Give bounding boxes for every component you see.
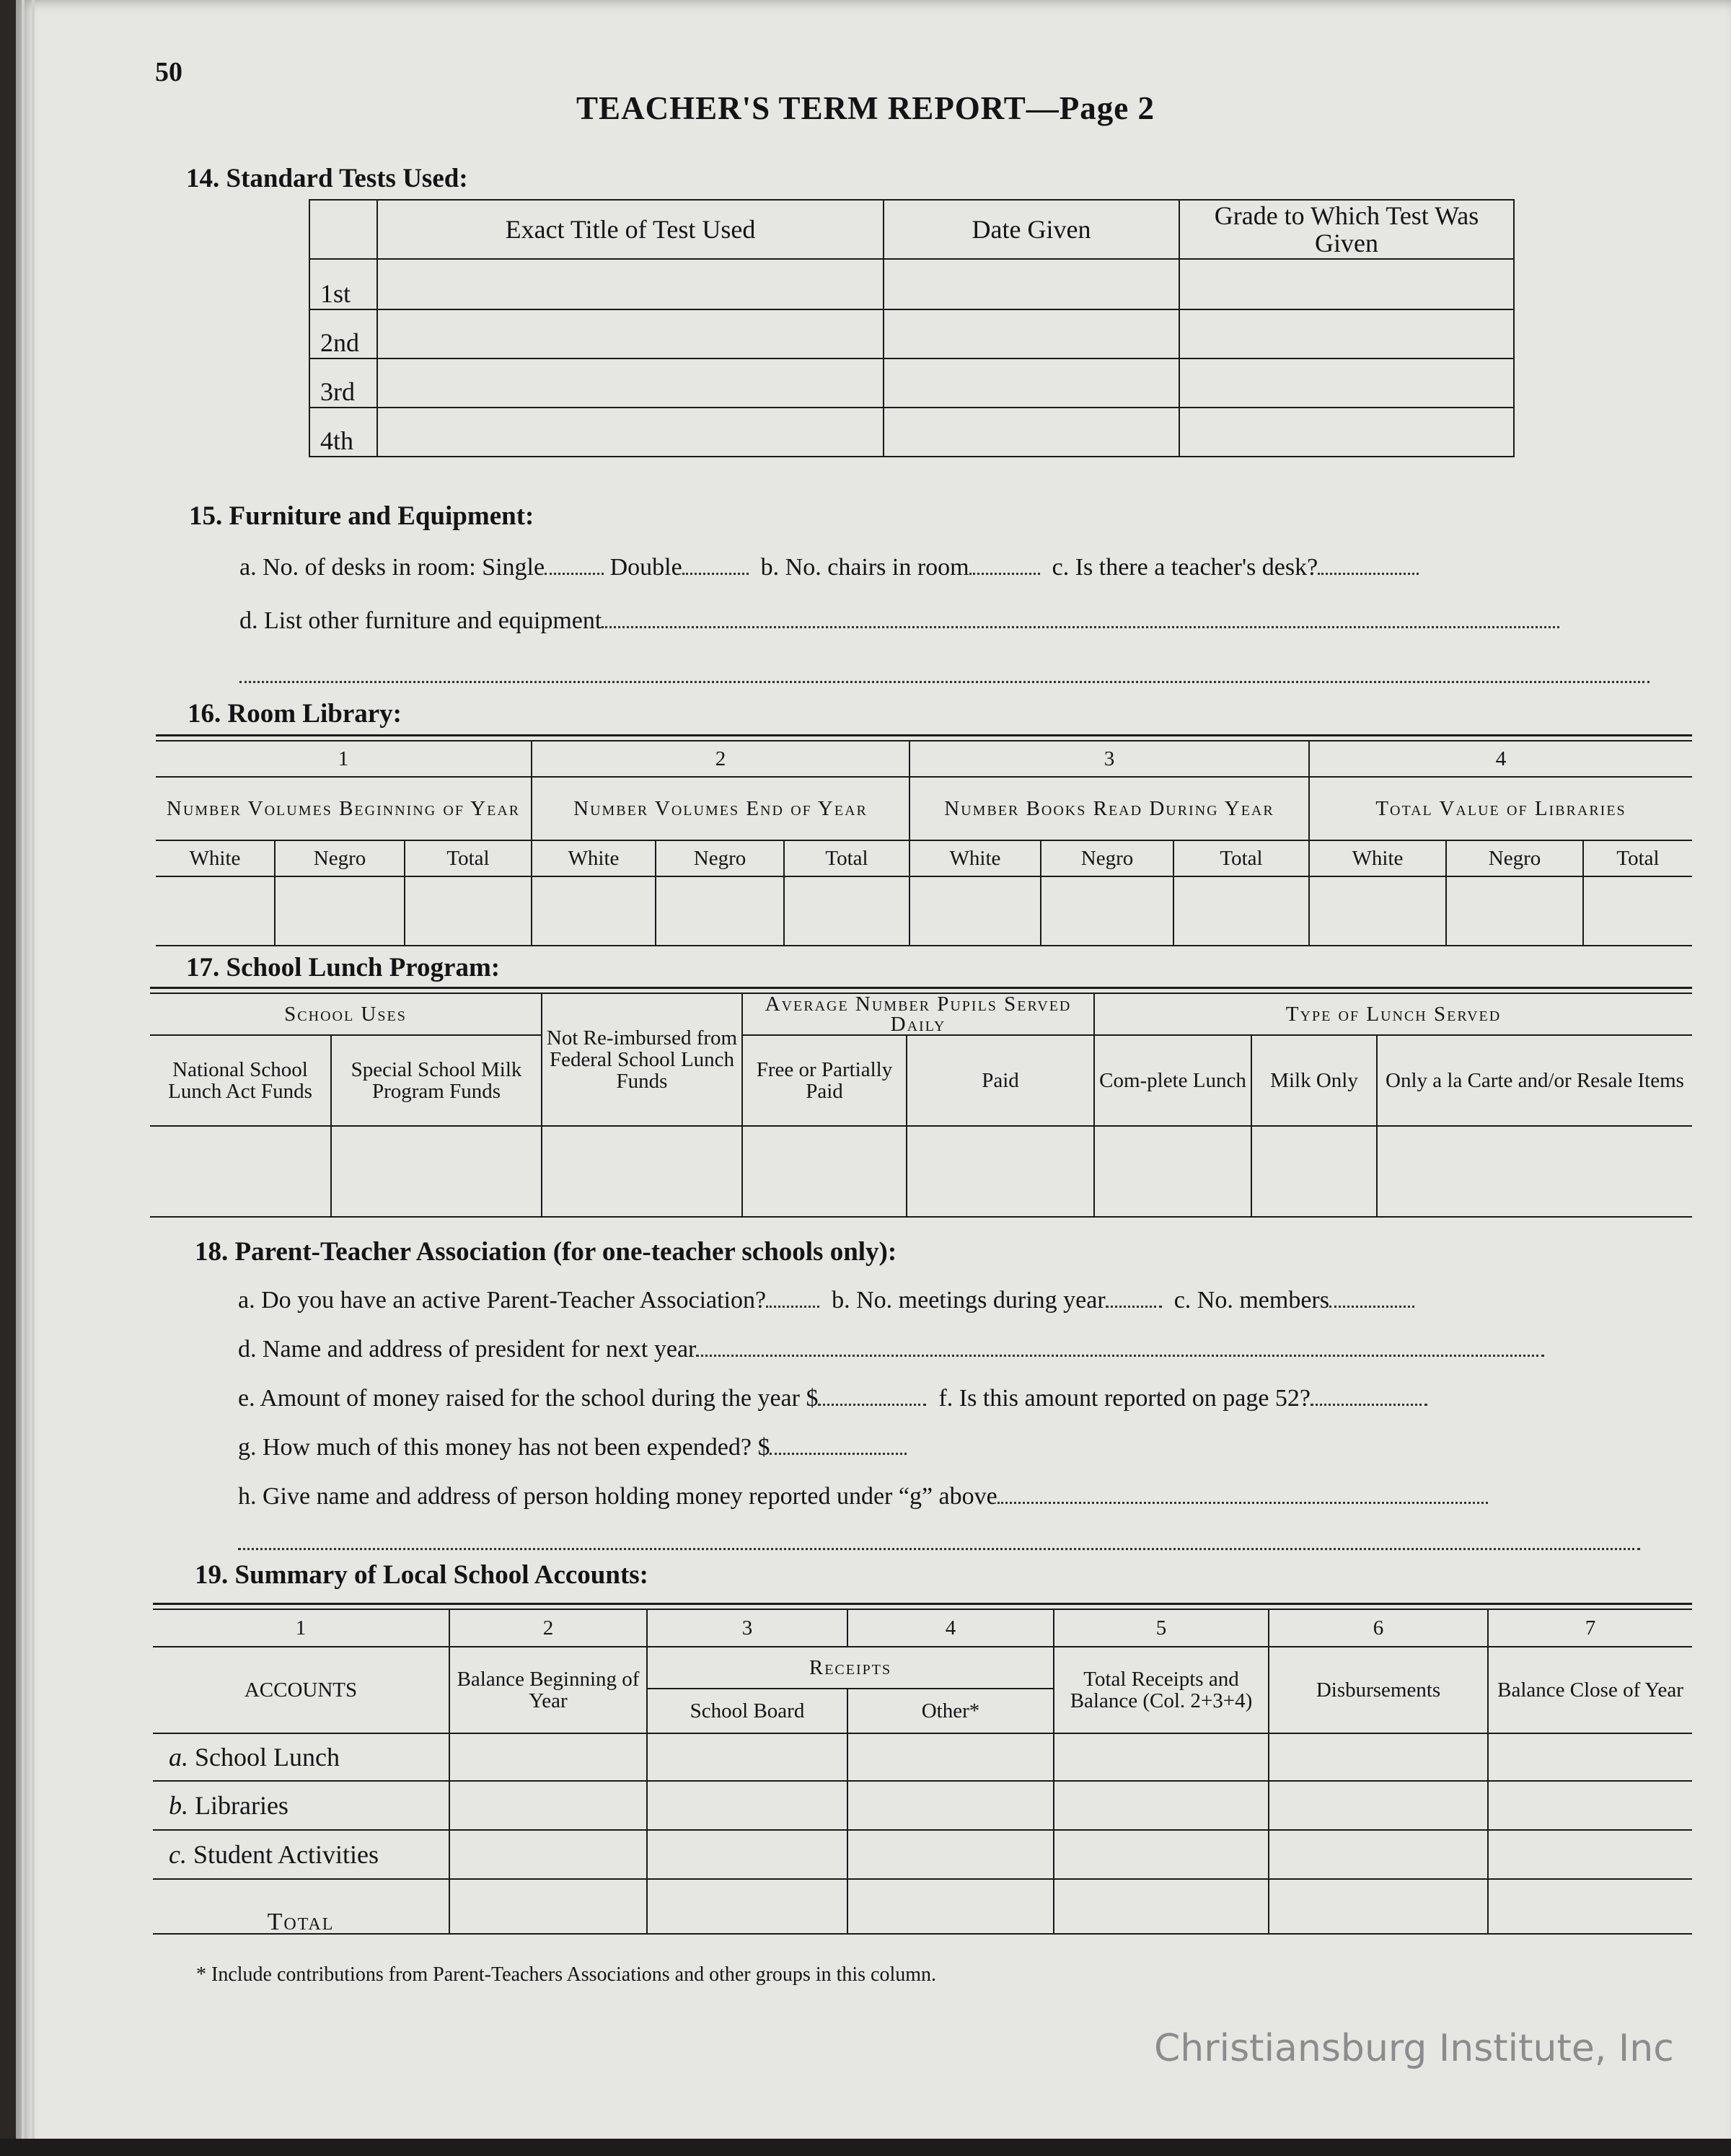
entry-cell[interactable] (1054, 1830, 1269, 1879)
entry-cell[interactable] (449, 1781, 647, 1830)
account-row-label (153, 1830, 449, 1879)
col-header: ACCOUNTS (153, 1647, 449, 1733)
grade-cell[interactable] (1179, 358, 1514, 408)
entry-cell[interactable] (1309, 876, 1446, 946)
account-row-label (153, 1733, 449, 1781)
teacher-desk-label: c. Is there a teacher's desk? (1052, 554, 1318, 581)
entry-cell[interactable] (275, 876, 405, 946)
entry-cell[interactable] (1488, 1781, 1692, 1830)
sub-header: Total (1583, 840, 1692, 876)
money-raised-field[interactable] (818, 1402, 926, 1406)
not-expended-label: g. How much of this money has not been expended? $ (238, 1434, 770, 1461)
footnote: * Include contributions from Parent-Teachers Associations and other groups in this column. (196, 1963, 937, 1986)
entry-cell[interactable] (1446, 876, 1583, 946)
entry-cell[interactable] (1269, 1830, 1488, 1879)
entry-cell[interactable] (331, 1126, 542, 1217)
col-header: Disbursements (1269, 1647, 1488, 1733)
rule (156, 734, 1692, 736)
col-number: 5 (1054, 1609, 1269, 1647)
section-14-heading: 14. Standard Tests Used: (186, 164, 468, 193)
row-label: Libraries (195, 1791, 288, 1820)
row-letter: c. (169, 1840, 187, 1869)
entry-cell[interactable] (647, 1879, 847, 1934)
entry-cell[interactable] (647, 1830, 847, 1879)
test-title-cell[interactable] (377, 309, 884, 358)
entry-cell[interactable] (1488, 1879, 1692, 1934)
entry-cell[interactable] (449, 1733, 647, 1781)
double-desks-field[interactable] (682, 571, 749, 575)
other-furniture-label: d. List other furniture and equipment (239, 607, 602, 634)
col-number: 2 (532, 741, 909, 777)
grade-cell[interactable] (1179, 259, 1514, 309)
president-field[interactable] (696, 1353, 1544, 1357)
row-label: 1st (309, 259, 377, 309)
test-title-cell[interactable] (377, 408, 884, 457)
section-17-heading: 17. School Lunch Program: (186, 953, 501, 982)
corner-cell (309, 200, 377, 259)
col-number: 4 (1309, 741, 1692, 777)
entry-cell[interactable] (847, 1781, 1054, 1830)
col-header: Only a la Carte and/or Resale Items (1377, 1035, 1692, 1126)
sub-header: Total (405, 840, 532, 876)
row-label: 2nd (309, 309, 377, 358)
col-header: Com-plete Lunch (1094, 1035, 1251, 1126)
date-cell[interactable] (884, 309, 1179, 358)
date-cell[interactable] (884, 358, 1179, 408)
entry-cell[interactable] (647, 1733, 847, 1781)
row-label: 4th (309, 408, 377, 457)
members-field[interactable] (1329, 1304, 1414, 1308)
chairs-field[interactable] (969, 571, 1040, 575)
group-header: Number Volumes Beginning of Year (156, 777, 532, 840)
reported-field[interactable] (1311, 1402, 1427, 1406)
col-header: Total Receipts and Balance (Col. 2+3+4) (1054, 1647, 1269, 1733)
pta-line-g (238, 1434, 907, 1461)
entry-cell[interactable] (1054, 1879, 1269, 1934)
sub-header: Negro (656, 840, 784, 876)
group-header: Total Value of Libraries (1309, 777, 1692, 840)
sub-header: Negro (1041, 840, 1173, 876)
entry-cell[interactable] (405, 876, 532, 946)
sub-header: Total (1173, 840, 1309, 876)
school-accounts-table (153, 1609, 1692, 1935)
page-bottom-shadow (0, 2139, 1731, 2156)
total-row-label: Total (153, 1879, 449, 1934)
sub-header: White (156, 840, 275, 876)
money-holder-field[interactable] (997, 1500, 1488, 1504)
account-row-label (153, 1781, 449, 1830)
page-edge (22, 0, 25, 2156)
entry-cell[interactable] (542, 1126, 742, 1217)
pta-line-h (238, 1483, 1488, 1510)
section-15-heading: 15. Furniture and Equipment: (189, 501, 534, 531)
desks-label: a. No. of desks in room: Single (239, 554, 545, 581)
col-number: 7 (1488, 1609, 1692, 1647)
pta-line-ef (238, 1385, 1427, 1412)
entry-cell[interactable] (742, 1126, 907, 1217)
page-number: 50 (155, 57, 182, 87)
col-number: 3 (647, 1609, 847, 1647)
row-label: Student Activities (193, 1840, 379, 1869)
col-header: Not Re-imbursed from Federal School Lunch Funds (542, 993, 742, 1126)
col-header: Special School Milk Program Funds (331, 1035, 542, 1126)
entry-cell[interactable] (647, 1781, 847, 1830)
pta-line-abc (238, 1287, 1414, 1314)
entry-cell[interactable] (1488, 1733, 1692, 1781)
other-furniture-field[interactable] (602, 625, 1559, 628)
date-cell[interactable] (884, 408, 1179, 457)
section-16-heading: 16. Room Library: (188, 699, 402, 729)
entry-cell[interactable] (1488, 1830, 1692, 1879)
furniture-line-a (239, 554, 1649, 581)
sub-header: White (1309, 840, 1446, 876)
entry-cell[interactable] (449, 1879, 647, 1934)
col-header: National School Lunch Act Funds (150, 1035, 331, 1126)
col-header: School Board (647, 1689, 847, 1733)
page-edge (32, 0, 35, 2156)
col-header: Balance Close of Year (1488, 1647, 1692, 1733)
col-header: Other* (847, 1689, 1054, 1733)
entry-cell[interactable] (1054, 1781, 1269, 1830)
school-lunch-table (150, 993, 1692, 1218)
col-number: 6 (1269, 1609, 1488, 1647)
section-18-heading: 18. Parent-Teacher Association (for one-teacher schools only): (195, 1237, 897, 1267)
col-header: Balance Beginning of Year (449, 1647, 647, 1733)
group-header: Number Books Read During Year (909, 777, 1309, 840)
col-number: 3 (909, 741, 1309, 777)
entry-cell[interactable] (150, 1126, 331, 1217)
entry-cell[interactable] (449, 1830, 647, 1879)
entry-cell[interactable] (1269, 1879, 1488, 1934)
group-header: School Uses (150, 993, 542, 1035)
entry-cell[interactable] (907, 1126, 1094, 1217)
col-number: 4 (847, 1609, 1054, 1647)
group-header: Receipts (647, 1647, 1054, 1689)
col-header: Grade to Which Test Was Given (1179, 200, 1514, 259)
teacher-desk-field[interactable] (1318, 571, 1419, 575)
active-pta-field[interactable] (766, 1304, 819, 1308)
row-letter: b. (169, 1791, 188, 1820)
president-label: d. Name and address of president for next year (238, 1336, 697, 1363)
entry-cell[interactable] (656, 876, 784, 946)
room-library-table (156, 740, 1692, 946)
other-furniture-field-2[interactable] (239, 681, 1649, 683)
double-label: Double (609, 554, 682, 581)
entry-cell[interactable] (1251, 1126, 1377, 1217)
date-cell[interactable] (884, 259, 1179, 309)
meetings-field[interactable] (1106, 1304, 1162, 1308)
money-raised-label: e. Amount of money raised for the school during the year $ (238, 1385, 819, 1412)
col-header: Exact Title of Test Used (377, 200, 884, 259)
page-title: TEACHER'S TERM REPORT—Page 2 (576, 90, 1155, 126)
grade-cell[interactable] (1179, 309, 1514, 358)
sub-header: Negro (1446, 840, 1583, 876)
group-header: Average Number Pupils Served Daily (742, 993, 1094, 1035)
sub-header: Total (784, 840, 909, 876)
entry-cell[interactable] (784, 876, 909, 946)
col-header: Free or Partially Paid (742, 1035, 907, 1126)
entry-cell[interactable] (1377, 1126, 1692, 1217)
entry-cell[interactable] (1269, 1781, 1488, 1830)
row-letter: a. (169, 1743, 188, 1772)
group-header: Type of Lunch Served (1094, 993, 1692, 1035)
col-number: 2 (449, 1609, 647, 1647)
watermark: Christiansburg Institute, Inc (1154, 2027, 1674, 2070)
entry-cell[interactable] (1054, 1733, 1269, 1781)
entry-cell[interactable] (532, 876, 656, 946)
entry-cell[interactable] (1583, 876, 1692, 946)
entry-cell[interactable] (847, 1830, 1054, 1879)
row-label: School Lunch (195, 1743, 340, 1772)
entry-cell[interactable] (847, 1733, 1054, 1781)
entry-cell[interactable] (909, 876, 1041, 946)
grade-cell[interactable] (1179, 408, 1514, 457)
col-number: 1 (156, 741, 532, 777)
sub-header: White (909, 840, 1041, 876)
members-label: c. No. members (1173, 1287, 1329, 1314)
rule (150, 987, 1692, 989)
test-title-cell[interactable] (377, 259, 884, 309)
entry-cell[interactable] (1094, 1126, 1251, 1217)
row-label: 3rd (309, 358, 377, 408)
single-desks-field[interactable] (545, 571, 604, 575)
meetings-label: b. No. meetings during year (832, 1287, 1106, 1314)
chairs-label: b. No. chairs in room (760, 554, 969, 581)
money-holder-label: h. Give name and address of person holding money reported under “g” above (238, 1483, 997, 1510)
reported-label: f. Is this amount reported on page 52? (938, 1385, 1311, 1412)
entry-cell[interactable] (1173, 876, 1309, 946)
section-19-heading: 19. Summary of Local School Accounts: (195, 1560, 648, 1590)
rule (153, 1603, 1692, 1605)
entry-cell[interactable] (847, 1879, 1054, 1934)
col-header: Paid (907, 1035, 1094, 1126)
active-pta-label: a. Do you have an active Parent-Teacher Association? (238, 1287, 767, 1314)
col-header: Milk Only (1251, 1035, 1377, 1126)
pta-line-d (238, 1336, 1544, 1363)
entry-cell[interactable] (1269, 1733, 1488, 1781)
standard-tests-table (309, 199, 1515, 457)
col-number: 1 (153, 1609, 449, 1647)
test-title-cell[interactable] (377, 358, 884, 408)
col-header: Date Given (884, 200, 1179, 259)
not-expended-field[interactable] (770, 1451, 907, 1455)
entry-cell[interactable] (156, 876, 275, 946)
money-holder-field-2[interactable] (238, 1548, 1640, 1550)
furniture-line-d (239, 607, 1559, 635)
sub-header: White (532, 840, 656, 876)
sub-header: Negro (275, 840, 405, 876)
group-header: Number Volumes End of Year (532, 777, 909, 840)
entry-cell[interactable] (1041, 876, 1173, 946)
